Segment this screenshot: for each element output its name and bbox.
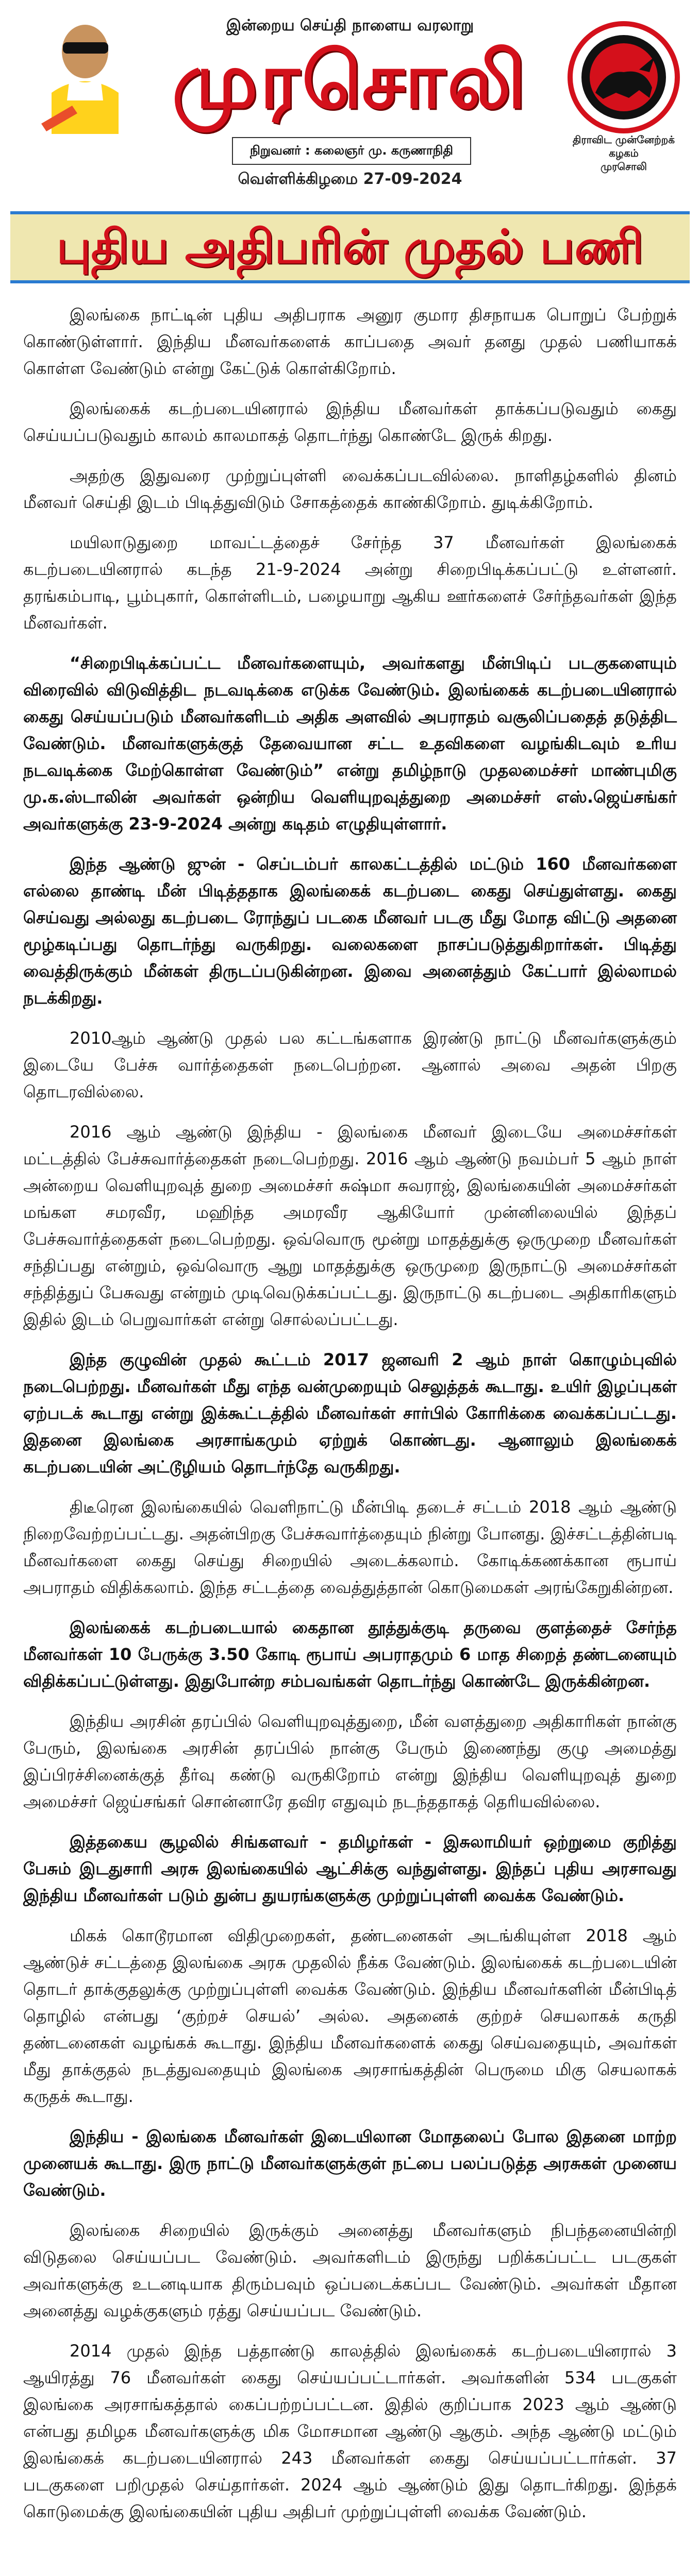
article-paragraph: இந்த குழுவின் முதல் கூட்டம் 2017 ஜனவரி 2 ஆம் நாள் கொழும்புவில் நடைபெற்றது. மீனவர்கள் மீது எந்த வன்முறையும் செலுத்தக் கூடாது. உயிர் இழப்புகள் ஏற்படக் கூடாது என்று இக்கூட்டத்தில் மீனவர்கள் சார்பில் கோரிக்கை வைக்கப்பட்டது. இதனை இலங்கை அரசாங்கமும் ஏற்றுக் கொண்டது. ஆனாலும் இலங்கைக் கடற்படையின் அட்டூழியம் தொடர்ந்தே வருகிறது. <box>23 1350 677 1477</box>
headline-banner <box>10 211 690 283</box>
article-body <box>23 301 677 2538</box>
emblem-caption-line1: திராவிட முன்னேற்றக் கழகம் <box>572 133 675 159</box>
emblem-caption <box>557 133 691 173</box>
article-paragraph: அதற்கு இதுவரை முற்றுப்புள்ளி வைக்கப்படவில்லை. நாளிதழ்களில் தினம் மீனவர் செய்தி இடம் பிடித்துவிடும் சோகத்தைக் காண்கிறோம். துடிக்கிறோம். <box>23 466 677 512</box>
issue-date: வெள்ளிக்கிழமை 27-09-2024 <box>238 170 462 188</box>
article-paragraph: இந்திய - இலங்கை மீனவர்கள் இடையிலான மோதலைப் போல இதனை மாற்ற முனையக் கூடாது. இரு நாட்டு மீனவர்களுக்குள் நட்பை பலப்படுத்த அரசுகள் முனைய வேண்டும். <box>23 2127 677 2200</box>
article-paragraph: இத்தகைய சூழலில் சிங்களவர் - தமிழர்கள் - இசுலாமியர் ஒற்றுமை குறித்து பேசும் இடதுசாரி அரசு இலங்கையில் ஆட்சிக்கு வந்துள்ளது. இந்தப் புதிய அரசாவது இந்திய மீனவர்கள் படும் துன்ப துயரங்களுக்கு முற்றுப்புள்ளி வைக்க வேண்டும். <box>23 1832 677 1905</box>
article-paragraph: “சிறைபிடிக்கப்பட்ட மீனவர்களையும், அவர்களது மீன்பிடிப் படகுகளையும் விரைவில் விடுவித்திட நடவடிக்கை எடுக்க வேண்டும். இலங்கைக் கடற்படையினரால் கைது செய்யப்படும் மீனவர்களிடம் அதிக அளவில் அபராதம் வசூலிப்பதைத் தடுத்திட வேண்டும். மீனவர்களுக்குத் தேவையான சட்ட உதவிகளை வழங்கிடவும் உரிய நடவடிக்கை மேற்கொள்ள வேண்டும்” என்று தமிழ்நாடு முதலமைச்சர் மாண்புமிகு மு.க.ஸ்டாலின் அவர்கள் ஒன்றிய வெளியுறவுத்துறை அமைச்சர் எஸ்.ஜெய்சங்கர் அவர்களுக்கு 23-9-2024 அன்று கடிதம் எழுதியுள்ளார். <box>23 653 677 834</box>
article-paragraph: இந்திய அரசின் தரப்பில் வெளியுறவுத்துறை, மீன் வளத்துறை அதிகாரிகள் நான்கு பேரும், இலங்கை அரசின் தரப்பில் நான்கு பேரும் இணைந்து குழு அமைத்து இப்பிரச்சினைக்குத் தீர்வு கண்டு வருகிறோம் என்று இந்திய வெளியுறவுத் துறை அமைச்சர் ஜெய்சங்கர் சொன்னாரே தவிர எதுவும் நடந்ததாகத் தெரியவில்லை. <box>23 1711 677 1811</box>
headline-text: புதிய அதிபரின் முதல் பணி <box>56 220 644 274</box>
article-paragraph: திடீரென இலங்கையில் வெளிநாட்டு மீன்பிடி தடைச் சட்டம் 2018 ஆம் ஆண்டு நிறைவேற்றப்பட்டது. அதன்பிறகு பேச்சுவார்த்தையும் நின்று போனது. இச்சட்டத்தின்படி மீனவர்களை கைது செய்து சிறையில் அடைக்கலாம். கோடிக்கணக்கான ரூபாய் அபராதம் விதிக்கலாம். இந்த சட்டத்தை வைத்துத்தான் கொடுமைகள் அரங்கேறுகின்றன. <box>23 1497 677 1597</box>
article-paragraph: இலங்கைக் கடற்படையினரால் இந்திய மீனவர்கள் தாக்கப்படுவதும் கைது செய்யப்படுவதும் காலம் காலமாகத் தொடர்ந்து கொண்டே இருக் கிறது. <box>23 399 677 445</box>
article-paragraph: இலங்கை நாட்டின் புதிய அதிபராக அனுர குமார திசநாயக பொறுப் பேற்றுக் கொண்டுள்ளார். இந்திய மீனவர்களைக் காப்பதை அவர் தனது முதல் பணியாகக் கொள்ள வேண்டும் என்று கேட்டுக் கொள்கிறோம். <box>23 305 677 378</box>
emblem-caption-line2: முரசொலி <box>601 160 647 173</box>
newspaper-title: முரசொலி <box>172 36 528 126</box>
article-paragraph: 2016 ஆம் ஆண்டு இந்திய - இலங்கை மீனவர் இடையே அமைச்சர்கள் மட்டத்தில் பேச்சுவார்த்தைகள் நடைபெற்றது. 2016 ஆம் ஆண்டு நவம்பர் 5 ஆம் நாள் அன்றைய வெளியுறவுத் துறை அமைச்சர் சுஷ்மா சுவராஜ், இலங்கையின் அமைச்சர்கள் மங்கள சமரவீர, மஹிந்த அமரவீர ஆகியோர் முன்னிலையில் இந்தப் பேச்சுவார்த்தைகள் நடைபெற்றது. ஒவ்வொரு மூன்று மாதத்துக்கு ஒருமுறை மீனவர்கள் சந்திப்பது என்றும், ஒவ்வொரு ஆறு மாதத்துக்கு ஒருமுறை இருநாட்டு அமைச்சர்கள் சந்தித்துப் பேசுவது என்றும் முடிவெடுக்கப்பட்டது. இருநாட்டு கடற்படை அதிகாரிகளும் இதில் இடம் பெறுவார்கள் என்று சொல்லப்பட்டது. <box>23 1122 677 1329</box>
article-paragraph: மயிலாடுதுறை மாவட்டத்தைச் சேர்ந்த 37 மீனவர்கள் இலங்கைக் கடற்படையினரால் கடந்த 21-9-2024 அன்று சிறைபிடிக்கப்பட்டு உள்ளனர். தரங்கம்பாடி, பூம்புகார், கொள்ளிடம், பழையாறு ஆகிய ஊர்களைச் சேர்ந்தவர்கள் இந்த மீனவர்கள். <box>23 533 677 633</box>
article-paragraph: 2010ஆம் ஆண்டு முதல் பல கட்டங்களாக இரண்டு நாட்டு மீனவர்களுக்கும் இடையே பேச்சு வார்த்தைகள் நடைபெற்றன. ஆனால் அவை அதன் பிறகு தொடரவில்லை. <box>23 1028 677 1101</box>
article-paragraph: இலங்கைக் கடற்படையால் கைதான தூத்துக்குடி தருவை குளத்தைச் சேர்ந்த மீனவர்கள் 10 பேருக்கு 3.50 கோடி ரூபாய் அபராதமும் 6 மாத சிறைத் தண்டனையும் விதிக்கப்பட்டுள்ளது. இதுபோன்ற சம்பவங்கள் தொடர்ந்து கொண்டே இருக்கின்றன. <box>23 1618 677 1691</box>
article-paragraph: 2014 முதல் இந்த பத்தாண்டு காலத்தில் இலங்கைக் கடற்படையினரால் 3 ஆயிரத்து 76 மீனவர்கள் கைது செய்யப்பட்டார்கள். அவர்களின் 534 படகுகள் இலங்கை அரசாங்கத்தால் கைப்பற்றப்பட்டன. இதில் குறிப்பாக 2023 ஆம் ஆண்டு என்பது தமிழக மீனவர்களுக்கு மிக மோசமான ஆண்டு ஆகும். அந்த ஆண்டு மட்டும் இலங்கைக் கடற்படையினரால் 243 மீனவர்கள் கைது செய்யப்பட்டார்கள். 37 படகுகளை பறிமுதல் செய்தார்கள். 2024 ஆம் ஆண்டும் இது தொடர்கிறது. இந்தக் கொடுமைக்கு இலங்கையின் புதிய அதிபர் முற்றுப்புள்ளி வைக்க வேண்டும். <box>23 2341 677 2521</box>
tagline: இன்றைய செய்தி நாளைய வரலாறு <box>226 16 474 35</box>
party-emblem-icon <box>567 21 680 134</box>
article-paragraph: இலங்கை சிறையில் இருக்கும் அனைத்து மீனவர்களும் நிபந்தனையின்றி விடுதலை செய்யப்பட வேண்டும். அவர்களிடம் இருந்து பறிக்கப்பட்ட படகுகள் அவர்களுக்கு உடனடியாக திரும்பவும் ஒப்படைக்கப்பட வேண்டும். அவர்கள் மீதான அனைத்து வழக்குகளும் ரத்து செய்யப்பட வேண்டும். <box>23 2221 677 2320</box>
founder-credit: நிறுவனர் : கலைஞர் மு. கருணாநிதி <box>232 137 471 165</box>
article-paragraph: மிகக் கொடூரமான விதிமுறைகள், தண்டனைகள் அடங்கியுள்ள 2018 ஆம் ஆண்டுச் சட்டத்தை இலங்கை அரசு முதலில் நீக்க வேண்டும். இலங்கைக் கடற்படையின் தொடர் தாக்குதலுக்கு முற்றுப்புள்ளி வைக்க வேண்டும். இந்திய மீனவர்களின் மீன்பிடித் தொழில் என்பது ‘குற்றச் செயல்’ அல்ல. அதனைக் குற்றச் செயலாகக் கருதி தண்டனைகள் வழங்கக் கூடாது. இந்திய மீனவர்களைக் கைது செய்வதையும், அவர்கள் மீது தாக்குதல் நடத்துவதையும் இலங்கை அரசாங்கத்தின் பெருமை மிகு செயலாகக் கருதக் கூடாது. <box>23 1926 677 2106</box>
masthead <box>0 0 700 191</box>
article-paragraph: இந்த ஆண்டு ஜுன் - செப்டம்பர் காலகட்டத்தில் மட்டும் 160 மீனவர்களை எல்லை தாண்டி மீன் பிடித்ததாக இலங்கைக் கடற்படை கைது செய்துள்ளது. கைது செய்வது அல்லது கடற்படை ரோந்துப் படகை மீனவர் படகு மீது மோத விட்டு அதனை மூழ்கடிப்பது தொடர்ந்து வருகிறது. வலைகளை நாசப்படுத்துகிறார்கள். பிடித்து வைத்திருக்கும் மீன்கள் திருடப்படுகின்றன. இவை அனைத்தும் கேட்பார் இல்லாமல் நடக்கிறது. <box>23 854 677 1008</box>
